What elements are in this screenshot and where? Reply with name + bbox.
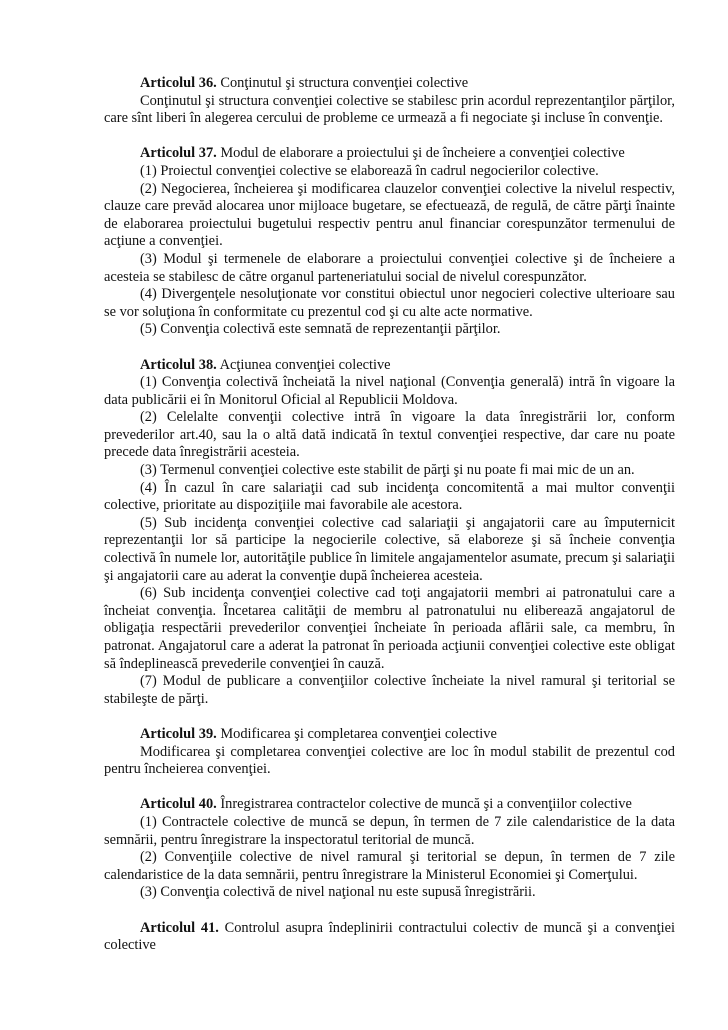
article-paragraph: (1) Contractele colective de muncă se depun, în termen de 7 zile calendaristice de la data semnării, pentru înregistrare la inspectoratul teritorial de muncă. — [104, 813, 675, 848]
article-heading — [104, 357, 675, 375]
article-number: Articolul 38. — [140, 356, 217, 373]
article-paragraph: (4) Divergenţele nesoluţionate vor constitui obiectul unor negocieri colective ulterioare sau se vor soluţiona în conformitate cu prezentul cod şi cu alte acte normative. — [104, 286, 675, 320]
article-title: Controlul asupra îndeplinirii contractului colectiv de muncă şi a convenţiei colective — [104, 919, 675, 954]
articles-container — [104, 75, 675, 955]
article-block — [104, 796, 675, 902]
article-paragraph: (2) Convenţiile colective de nivel ramural şi teritorial se depun, în termen de 7 zile calendaristice de la data semnării, pentru înregistrare la Ministerul Economiei şi Comerţului. — [104, 849, 675, 883]
article-paragraph: (3) Modul şi termenele de elaborare a proiectului convenţiei colective şi de încheiere a acesteia se stabilesc de către organul parteneriatului social de nivelul corespunzător. — [104, 250, 675, 285]
article-title: Modul de elaborare a proiectului şi de încheiere a convenţiei colective — [220, 145, 625, 162]
article-heading — [104, 726, 675, 744]
article-paragraph: (5) Convenţia colectivă este semnată de reprezentanţii părţilor. — [140, 321, 501, 338]
article-heading — [104, 920, 675, 955]
article-block — [104, 75, 675, 128]
article-paragraph: (6) Sub incidenţa convenţiei colective cad toţi angajatorii membri ai patronatului care a încheiat convenţia. Încetarea calităţii de membru al patronatului nu eliberează angajatorul de obligaţia respectării prevederilor convenţiei încheiate în perioada aflării sale, ca membru, în patronat. Angajatorul care a aderat la patronat în perioada acţiunii convenţiei colective este obligat să îndeplinească prevederile convenţiei în cauză. — [104, 585, 675, 672]
article-paragraph: (4) În cazul în care salariaţii cad sub incidenţa concomitentă a mai multor convenţii colective, prioritate au dispoziţiile mai favorabile ale acestora. — [104, 479, 675, 514]
article-number: Articolul 37. — [140, 145, 217, 162]
article-number: Articolul 39. — [140, 725, 217, 742]
article-number: Articolul 40. — [140, 796, 217, 813]
article-block — [104, 920, 675, 955]
article-block — [104, 726, 675, 779]
article-title: Înregistrarea contractelor colective de muncă şi a convenţiilor colective — [220, 796, 632, 813]
article-title: Acţiunea convenţiei colective — [219, 356, 391, 373]
article-block — [104, 145, 675, 339]
article-paragraph: (3) Termenul convenţiei colective este stabilit de părţi şi nu poate fi mai mic de un an. — [140, 462, 635, 479]
article-paragraph: Modificarea şi completarea convenţiei colective are loc în modul stabilit de prezentul cod pentru încheierea convenţiei. — [104, 743, 675, 778]
article-heading — [104, 75, 675, 93]
article-paragraph: (1) Convenţia colectivă încheiată la nivel naţional (Convenţia generală) intră în vigoare la data publicării ei în Monitorul Oficial al Republicii Moldova. — [104, 374, 675, 408]
article-paragraph: Conţinutul şi structura convenţiei colective se stabilesc prin acordul reprezentanţilor părţilor, care sînt liberi în alegerea cercului de probleme ce urmează a fi negociate şi incluse în convenţie. — [104, 92, 675, 127]
article-number: Articolul 36. — [140, 75, 217, 91]
article-title: Conţinutul şi structura convenţiei colective — [220, 75, 469, 91]
article-paragraph: (2) Negocierea, încheierea şi modificarea clauzelor convenţiei colective la nivelul respectiv, clauze care prevăd alocarea unor mijloace bugetare, se efectuează, de regulă, de către părţi înainte de elaborarea proiectului bugetului respectiv pentru anul financiar corespunzător termenului de acţiune a convenţiei. — [104, 180, 675, 250]
article-paragraph: (3) Convenţia colectivă de nivel naţional nu este supusă înregistrării. — [140, 884, 536, 901]
article-number: Articolul 41. — [140, 919, 219, 936]
article-heading — [104, 796, 675, 814]
article-block — [104, 357, 675, 709]
article-paragraph: (1) Proiectul convenţiei colective se elaborează în cadrul negocierilor colective. — [140, 162, 599, 179]
article-paragraph: (2) Celelalte convenţii colective intră în vigoare la data înregistrării lor, conform prevederilor art.40, sau la o altă dată indicată în textul convenţiei respective, dar care nu poate precede data înregistrării acesteia. — [104, 409, 675, 461]
article-paragraph: (5) Sub incidenţa convenţiei colective cad salariaţii şi angajatorii care au împuternicit reprezentanţii lor să participe la negocierile colective, să elaboreze şi să încheie convenţia colectivă în numele lor, autorităţile publice în limitele angajamentelor asumate, precum şi salariaţii şi angajatorii care au aderat la convenţie după încheierea acesteia. — [104, 514, 675, 584]
article-heading — [104, 145, 675, 163]
article-paragraph: (7) Modul de publicare a convenţiilor colective încheiate la nivel ramural şi teritorial se stabileşte de părţi. — [104, 673, 675, 707]
article-title: Modificarea şi completarea convenţiei colective — [220, 725, 497, 742]
